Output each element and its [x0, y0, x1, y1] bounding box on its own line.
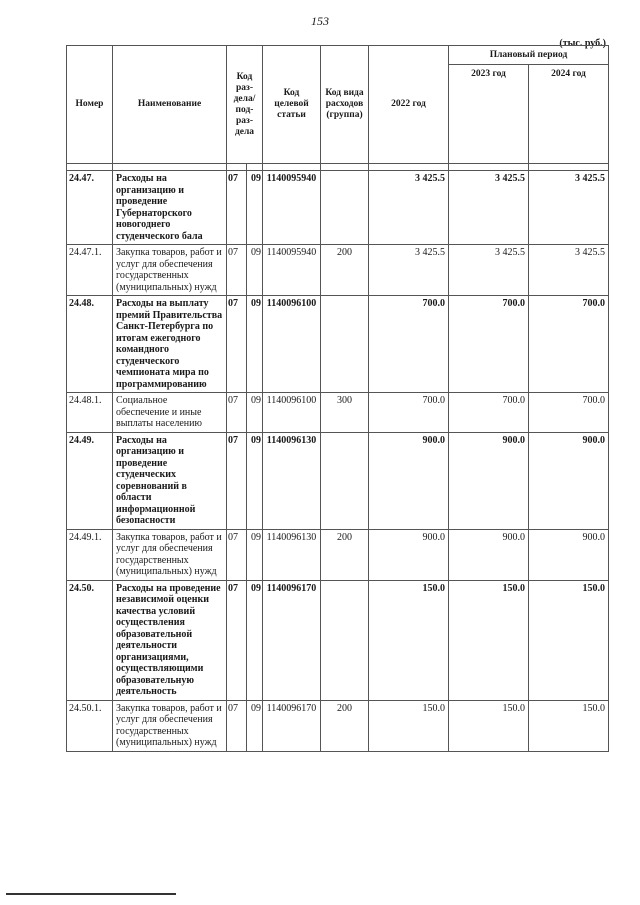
- header-spacer-row: [67, 164, 609, 171]
- cell-subsection: 09: [247, 432, 263, 529]
- cell-section: 07: [227, 432, 247, 529]
- cell-2024: 900.0: [529, 432, 609, 529]
- table-row: [67, 700, 609, 751]
- cell-expense-type: [321, 171, 369, 245]
- table-row: [67, 296, 609, 393]
- cell-subsection: 09: [247, 393, 263, 433]
- cell-expense-type: [321, 432, 369, 529]
- table-row: [67, 171, 609, 245]
- cell-2023: 3 425.5: [449, 171, 529, 245]
- cell-section: 07: [227, 245, 247, 296]
- cell-name: Расходы на организацию и проведение студенческих соревнований в области информационной безопасности: [113, 432, 227, 529]
- header-section-code: Код раз-дела/ под-раз-дела: [227, 46, 263, 164]
- cell-2022: 3 425.5: [369, 171, 449, 245]
- header-year-2023: 2023 год: [449, 65, 529, 164]
- cell-number: 24.50.1.: [67, 700, 113, 751]
- cell-section: 07: [227, 529, 247, 580]
- header-name: Наименование: [113, 46, 227, 164]
- cell-name: Расходы на проведение независимой оценки качества условий осуществления образовательной деятельности организациями, осуществляющими образовательную деятельность: [113, 580, 227, 700]
- cell-2022: 3 425.5: [369, 245, 449, 296]
- budget-table: [66, 45, 609, 752]
- cell-2022: 150.0: [369, 700, 449, 751]
- cell-2024: 700.0: [529, 296, 609, 393]
- cell-name: Закупка товаров, работ и услуг для обеспечения государственных (муниципальных) нужд: [113, 529, 227, 580]
- cell-subsection: 09: [247, 171, 263, 245]
- cell-expense-type: [321, 580, 369, 700]
- cell-target-code: 1140096100: [263, 296, 321, 393]
- cell-number: 24.47.: [67, 171, 113, 245]
- cell-section: 07: [227, 700, 247, 751]
- cell-2022: 700.0: [369, 296, 449, 393]
- cell-target-code: 1140096170: [263, 700, 321, 751]
- cell-section: 07: [227, 393, 247, 433]
- table-row: [67, 580, 609, 700]
- footer-rule: [6, 893, 176, 895]
- cell-2022: 900.0: [369, 529, 449, 580]
- units-label: (тыс. руб.): [559, 38, 606, 49]
- cell-2024: 150.0: [529, 700, 609, 751]
- table-row: [67, 432, 609, 529]
- cell-target-code: 1140096170: [263, 580, 321, 700]
- cell-number: 24.50.: [67, 580, 113, 700]
- cell-name: Закупка товаров, работ и услуг для обеспечения государственных (муниципальных) нужд: [113, 245, 227, 296]
- header-year-2024: 2024 год: [529, 65, 609, 164]
- cell-expense-type: 200: [321, 529, 369, 580]
- cell-subsection: 09: [247, 580, 263, 700]
- header-year-2022: 2022 год: [369, 46, 449, 164]
- cell-expense-type: [321, 296, 369, 393]
- cell-2023: 900.0: [449, 529, 529, 580]
- cell-2023: 900.0: [449, 432, 529, 529]
- cell-number: 24.48.1.: [67, 393, 113, 433]
- cell-2022: 150.0: [369, 580, 449, 700]
- cell-number: 24.49.1.: [67, 529, 113, 580]
- table-row: [67, 393, 609, 433]
- cell-2022: 700.0: [369, 393, 449, 433]
- cell-target-code: 1140095940: [263, 245, 321, 296]
- cell-section: 07: [227, 296, 247, 393]
- cell-target-code: 1140095940: [263, 171, 321, 245]
- cell-target-code: 1140096100: [263, 393, 321, 433]
- cell-2024: 3 425.5: [529, 245, 609, 296]
- cell-2024: 700.0: [529, 393, 609, 433]
- cell-number: 24.47.1.: [67, 245, 113, 296]
- cell-subsection: 09: [247, 700, 263, 751]
- cell-subsection: 09: [247, 245, 263, 296]
- cell-expense-type: 200: [321, 700, 369, 751]
- cell-target-code: 1140096130: [263, 529, 321, 580]
- cell-name: Расходы на организацию и проведение Губернаторского новогоднего студенческого бала: [113, 171, 227, 245]
- page-number: 153: [311, 14, 329, 28]
- table-row: [67, 529, 609, 580]
- cell-2022: 900.0: [369, 432, 449, 529]
- cell-2023: 3 425.5: [449, 245, 529, 296]
- cell-section: 07: [227, 171, 247, 245]
- cell-expense-type: 300: [321, 393, 369, 433]
- header-expense-type-code: Код вида расходов (группа): [321, 46, 369, 164]
- header-target-code: Код целевой статьи: [263, 46, 321, 164]
- cell-section: 07: [227, 580, 247, 700]
- cell-2023: 150.0: [449, 700, 529, 751]
- cell-name: Расходы на выплату премий Правительства Санкт-Петербурга по итогам ежегодного командного студенческого чемпионата мира по программированию: [113, 296, 227, 393]
- cell-name: Социальное обеспечение и иные выплаты населению: [113, 393, 227, 433]
- header-number: Номер: [67, 46, 113, 164]
- cell-2023: 700.0: [449, 296, 529, 393]
- cell-subsection: 09: [247, 529, 263, 580]
- cell-number: 24.48.: [67, 296, 113, 393]
- cell-name: Закупка товаров, работ и услуг для обеспечения государственных (муниципальных) нужд: [113, 700, 227, 751]
- header-planning-period: Плановый период: [449, 46, 609, 65]
- cell-expense-type: 200: [321, 245, 369, 296]
- cell-target-code: 1140096130: [263, 432, 321, 529]
- cell-subsection: 09: [247, 296, 263, 393]
- cell-2024: 900.0: [529, 529, 609, 580]
- cell-number: 24.49.: [67, 432, 113, 529]
- table-row: [67, 245, 609, 296]
- cell-2024: 3 425.5: [529, 171, 609, 245]
- cell-2023: 700.0: [449, 393, 529, 433]
- cell-2024: 150.0: [529, 580, 609, 700]
- cell-2023: 150.0: [449, 580, 529, 700]
